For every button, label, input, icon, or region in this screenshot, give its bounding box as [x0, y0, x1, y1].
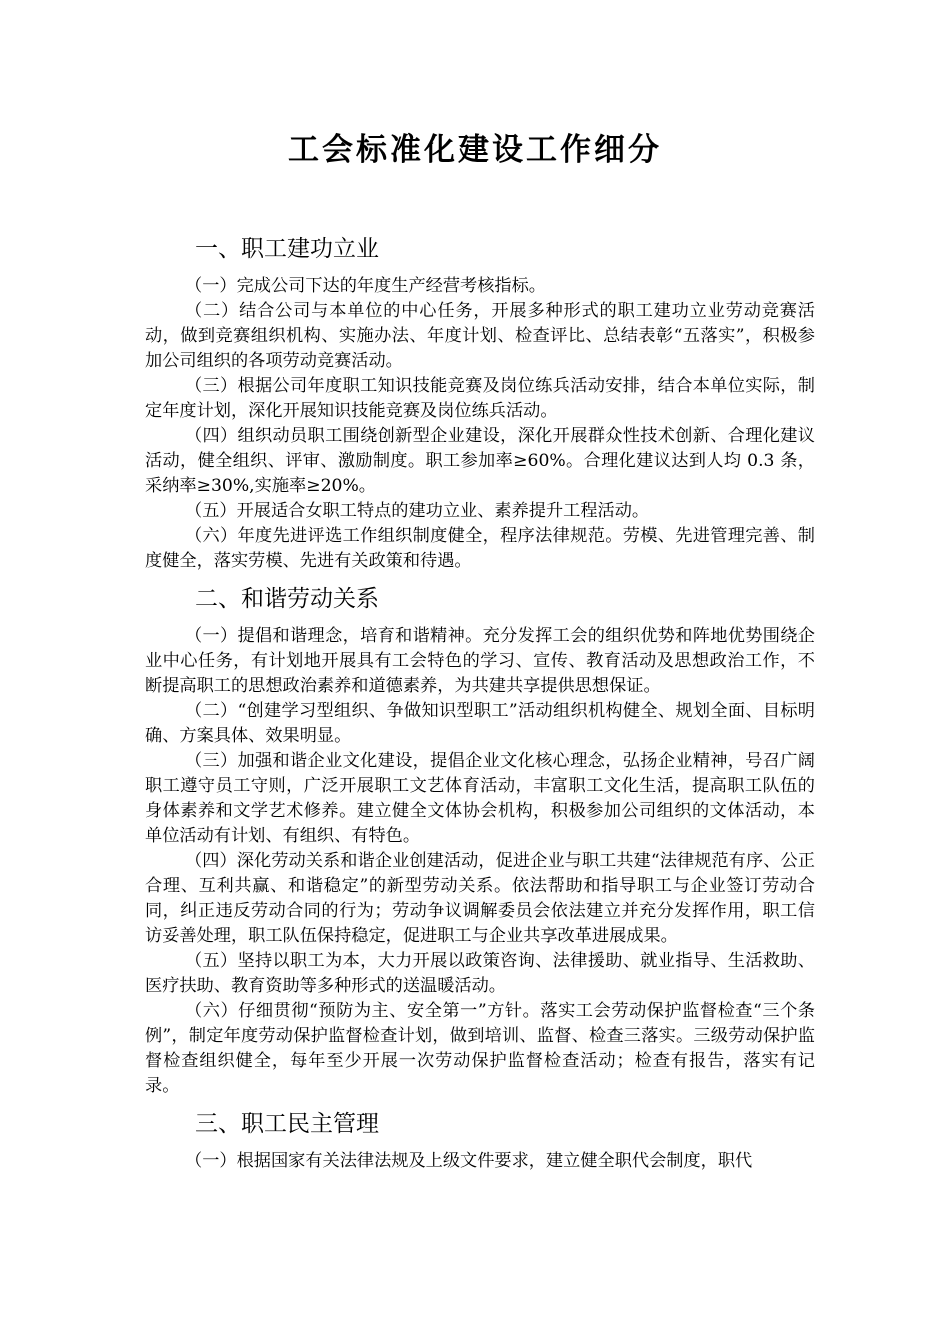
paragraph: （六）仔细贯彻“预防为主、安全第一”方针。落实工会劳动保护监督检查“三个条例”，制定年度劳动保护监督检查计划，做到培训、监督、检查三落实。三级劳动保护监督检查组织健全，每年至少开展一次劳动保护监督检查活动；检查有报告，落实有记录。 [145, 1001, 815, 1096]
paragraph: （一）提倡和谐理念，培育和谐精神。充分发挥工会的组织优势和阵地优势围绕企业中心任务，有计划地开展具有工会特色的学习、宣传、教育活动及思想政治工作，不断提高职工的思想政治素养和道德素养，为共建共享提供思想保证。 [145, 626, 815, 696]
section-heading: 三、职工民主管理 [195, 1111, 379, 1137]
section-heading: 一、职工建功立业 [195, 236, 379, 262]
paragraph: （二）“创建学习型组织、争做知识型职工”活动组织机构健全、规划全面、目标明确、方案具体、效果明显。 [145, 701, 815, 746]
section-2 [145, 584, 815, 1099]
paragraph: （一）根据国家有关法律法规及上级文件要求，建立健全职代会制度，职代 [185, 1151, 753, 1171]
section-3 [145, 1109, 815, 1174]
document-body [145, 234, 815, 1184]
paragraph: （六）年度先进评选工作组织制度健全，程序法律规范。劳模、先进管理完善、制度健全，落实劳模、先进有关政策和待遇。 [145, 526, 815, 571]
paragraph: （一）完成公司下达的年度生产经营考核指标。 [185, 276, 546, 296]
paragraph: （四）深化劳动关系和谐企业创建活动，促进企业与职工共建“法律规范有序、公正合理、互利共赢、和谐稳定”的新型劳动关系。依法帮助和指导职工与企业签订劳动合同，纠正违反劳动合同的行为；劳动争议调解委员会依法建立并充分发挥作用，职工信访妥善处理，职工队伍保持稳定，促进职工与企业共享改革进展成果。 [145, 851, 815, 946]
paragraph: （三）根据公司年度职工知识技能竞赛及岗位练兵活动安排，结合本单位实际，制定年度计划，深化开展知识技能竞赛及岗位练兵活动。 [145, 376, 815, 421]
paragraph: （五）坚持以职工为本，大力开展以政策咨询、法律援助、就业指导、生活救助、医疗扶助、教育资助等多种形式的送温暖活动。 [145, 951, 815, 996]
document-title: 工会标准化建设工作细分 [288, 132, 662, 168]
paragraph: （三）加强和谐企业文化建设，提倡企业文化核心理念，弘扬企业精神，号召广阔职工遵守员工守则，广泛开展职工文艺体育活动，丰富职工文化生活，提高职工队伍的身体素养和文学艺术修养。建立健全文体协会机构，积极参加公司组织的文体活动，本单位活动有计划、有组织、有特色。 [145, 751, 815, 846]
section-1 [145, 234, 815, 574]
paragraph: （五）开展适合女职工特点的建功立业、素养提升工程活动。 [185, 501, 650, 521]
section-heading: 二、和谐劳动关系 [195, 586, 379, 612]
paragraph: （二）结合公司与本单位的中心任务，开展多种形式的职工建功立业劳动竞赛活动，做到竞赛组织机构、实施办法、年度计划、检查评比、总结表彰“五落实”，积极参加公司组织的各项劳动竞赛活动。 [145, 301, 815, 371]
paragraph: （四）组织动员职工围绕创新型企业建设，深化开展群众性技术创新、合理化建议活动，健全组织、评审、激励制度。职工参加率≥60%。合理化建议达到人均 0.3 条，采纳率≥30%,实施率≥20%。 [145, 426, 815, 496]
